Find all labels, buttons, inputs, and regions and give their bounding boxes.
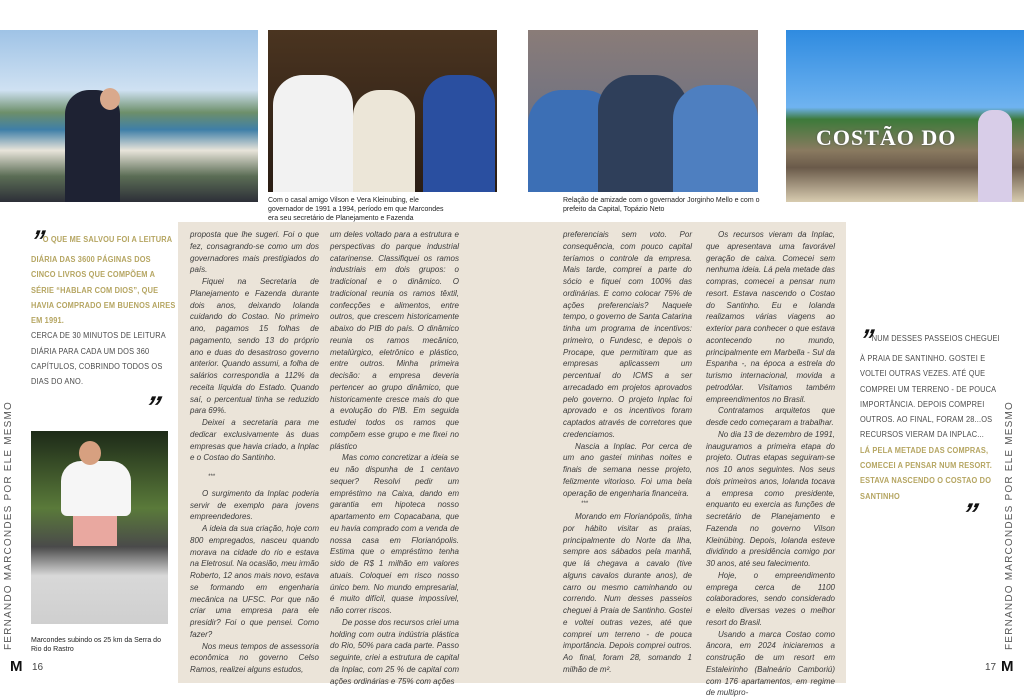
- paragraph: No dia 13 de dezembro de 1991, inauguramos a primeira etapa do projeto. Outras etapas seguiram-se nos 10 anos seguintes. Nos seus dois primeiros anos, Iolanda tocava a empresa como presidente, enquanto eu exercia as funções de secretário de Planejamento e Fazenda no governo Vilson Kleinübing. Depois, Iolanda esteve dividindo a presidência comigo por 30 anos, até seu falecimento.: [706, 429, 835, 570]
- paragraph: De posse dos recursos criei uma holding com outra indústria plástica do Rio, 50% para cada parte. Passo seguinte, criei a estrutura de capital da Inplac, com 25 % de capital com ações ordinárias e 75% com ações: [330, 617, 459, 688]
- paragraph: Mas como concretizar a ideia se eu não dispunha de 1 centavo sequer? Resolvi pedir um empréstimo na Caixa, dando em garantia em hipoteca nosso apartamento em Copacabana, que eu havia comprado com a venda de nossa casa em Florianópolis. Estima que o empréstimo tenha sido de R$ 1 milhão em valores atuais. Coloquei em risco nosso único bem. No mundo empresarial, é muito difícil, quase impossível, não correr riscos.: [330, 452, 459, 617]
- magazine-logo: M: [10, 658, 22, 675]
- page-number-left: 16: [32, 662, 43, 673]
- person-head: [100, 88, 120, 110]
- separator: ***: [190, 472, 319, 484]
- paragraph: preferenciais sem voto. Por consequência, com pouco capital teríamos o controle da empresa. Mais tarde, comprei a parte do sócio e fiquei com 100% das ordinárias. E como colocar 75% de ações preferenciais? Naquele tempo, o governo de Santa Catarina tinha um programa de incentivos: primeiro, o Fundesc, e depois o Procape, que permitiram que as empresas aplicassem um percentual do ICMS a ser arrecadado em projetos aprovados pelo governo. O projeto Inplac foi aprovado e os incentivos foram captados através de corretores que credenciamos.: [563, 229, 692, 441]
- paragraph: A ideia da sua criação, hoje com 800 empregados, nasceu quando morava na cidade do rio e estava na Eletrosul. Na ocasião, meu irmão Roberto, 12 anos mais novo, estava se formando em engenharia mecânica na UFSC. Por que não criar uma empresa para ele presidir? Foi o que pensei. Como fazer?: [190, 523, 319, 641]
- paragraph: Deixei a secretaria para me dedicar exclusivamente às duas empresas que havia criado, a Inplac e o Costao do Santinho.: [190, 417, 319, 464]
- text-column-1: [190, 229, 319, 676]
- pull-quote-left: [31, 232, 177, 390]
- paragraph: Morando em Florianópolis, tinha por hábito visitar as praias, principalmente do Norte da Ilha, sempre aos sábados pela manhã, que lá chegava a cavalo (tive alguns cavalos durante anos), de carro ou mesmo caminhando ou correndo. Num desses passeios cheguei à Praia de Santinho. Gostei e voltei outras vezes, até que comprei um terreno - de pouca importância. Depois comprei outros. Ao final, foram 28, somando 1 milhão de m².: [563, 511, 692, 676]
- pull-quote-left-gold: O QUE ME SALVOU FOI A LEITURA DIÁRIA DAS 3600 PÁGINAS DOS CINCO LIVROS QUE COMPÕEM A SÉRIE “HABLAR COM DIOS”, QUE HAVIA COMPRADO EM BUENOS AIRES EM 1991.: [31, 234, 176, 325]
- paragraph: Nos meus tempos de assessoria econômica no governo Celso Ramos, realizei alguns estudos,: [190, 641, 319, 676]
- photo-costao-sign: [786, 30, 1024, 202]
- pull-quote-left-grey: CERCA DE 30 MINUTOS DE LEITURA DIÁRIA PARA CADA UM DOS 360 CAPÍTULOS, COBRINDO TODOS OS DIAS DO ANO.: [31, 330, 165, 386]
- quote-mark-open: ”: [858, 331, 871, 351]
- caption-runner: Marcondes subindo os 25 km da Serra do Rio do Rastro: [31, 636, 171, 654]
- photo-runner: [31, 431, 168, 624]
- quote-mark-close: ”: [960, 505, 975, 525]
- pull-quote-right-gold: LÁ PELA METADE DAS COMPRAS, COMECEI A PENSAR NUM RESORT. ESTAVA NASCENDO O COSTAO DO SANTINHO: [860, 445, 992, 501]
- quote-mark-close: ”: [143, 398, 158, 418]
- person-figure: [673, 85, 758, 192]
- paragraph: Usando a marca Costao como âncora, em 2024 iniciaremos a construção de um resort em Estaleirinho (Balneário Camboriú) com 176 apartamentos, em regime de multipro-: [706, 629, 835, 699]
- person-figure: [353, 90, 415, 192]
- quote-mark-open: ”: [29, 232, 42, 252]
- costao-sign-text: COSTÃO DO: [816, 125, 956, 151]
- page-number-right: 17: [985, 662, 996, 673]
- person-figure: [273, 75, 353, 192]
- running-title-right: FERNANDO MARCONDES POR ELE MESMO: [1004, 401, 1015, 650]
- magazine-logo: M: [1001, 658, 1013, 675]
- text-column-2: [330, 229, 459, 687]
- paragraph: Nascia a Inplac. Por cerca de um ano gastei minhas noites e finais de semana nesse projeto, felizmente vitorioso. Foi uma bela operação de engenharia financeira.: [563, 441, 692, 500]
- paragraph: Os recursos vieram da Inplac, que apresentava uma favorável geração de caixa. Comecei sem nenhuma ideia. Lá pela metade das compras, comecei a pensar num resort. Estava nascendo o Costao do Santinho. Eu e Iolanda realizamos várias viagens ao exterior para conhecer o que estava acontecendo no mundo, principalmente em Marbella - Sul da Espanha -, na época a estrela do turismo internacional, movida a petrodólar. Visitamos também empreendimentos no Brasil.: [706, 229, 835, 405]
- person-figure: [423, 75, 495, 192]
- photo-beach-balcony: [0, 30, 258, 202]
- paragraph: Hoje, o empreendimento emprega cerca de 1100 colaboradores, sendo considerado e eleito diversas vezes o melhor resort do Brasil.: [706, 570, 835, 629]
- paragraph: um deles voltado para a estrutura e perspectivas do parque industrial catarinense. Classifiquei os ramos industriais em dois grupos: o tradicional e o dinâmico. O tradicional reunia os ramos têxtil, confecções e alimentos, entre outros, que crescem historicamente abaixo do PIB do país. O dinâmico reunia os ramos mecânico, metalúrgico, eletrônico e plástico, entre outros. Minha primeira decisão: a empresa deveria pertencer ao grupo dinâmico, que historicamente cresce mais do que a evolução do PIB. Em seguida estudei todos os ramos que compõem esse grupo e me fixei no plástico: [330, 229, 459, 452]
- person-shorts: [73, 516, 117, 546]
- photo-vilson-vera: [268, 30, 497, 192]
- caption-vilson: Com o casal amigo Vilson e Vera Kleinubing, ele governador de 1991 a 1994, período em que Marcondes era seu secretário de Planejamento e Fazenda: [268, 196, 446, 223]
- text-column-4: [706, 229, 835, 699]
- running-title-left: FERNANDO MARCONDES POR ELE MESMO: [3, 401, 14, 650]
- pull-quote-right: [860, 331, 1006, 504]
- paragraph: Fiquei na Secretaria de Planejamento e Fazenda durante dois anos, deixando Iolanda cuidando do Costao. No primeiro ano, pagamos 15 folhas de pagamento, sendo 13 do próprio ano e duas do desastroso governo anterior. Quando assumi, a folha de salários correspondia a 112% da receita líquida do Estado. Quando saí, o percentual tinha se reduzido para 69%.: [190, 276, 319, 417]
- text-column-3: [563, 229, 692, 676]
- paragraph: proposta que lhe sugeri. Foi o que fez, consagrando-se como um dos governadores mais prestigiados do país.: [190, 229, 319, 276]
- pull-quote-right-grey: NUM DESSES PASSEIOS CHEGUEI À PRAIA DE SANTINHO. GOSTEI E VOLTEI OUTRAS VEZES. ATÉ QUE COMPREI UM TERRENO - DE POUCA IMPORTÂNCIA. DEPOIS COMPREI OUTROS. AO FINAL, FORAM 28...OS RECURSOS VIERAM DA INPLAC...: [860, 333, 1000, 439]
- caption-jorginho: Relação de amizade com o governador Jorginho Mello e com o prefeito da Capital, Topázio Neto: [563, 196, 763, 214]
- person-head: [79, 441, 101, 465]
- separator: ***: [563, 499, 692, 511]
- paragraph: Contratamos arquitetos que desde cedo começaram a trabalhar.: [706, 405, 835, 429]
- photo-jorginho: [528, 30, 758, 192]
- person-figure: [61, 461, 131, 516]
- person-figure: [978, 110, 1012, 202]
- paragraph: O surgimento da Inplac poderia servir de exemplo para jovens empreendedores.: [190, 488, 319, 523]
